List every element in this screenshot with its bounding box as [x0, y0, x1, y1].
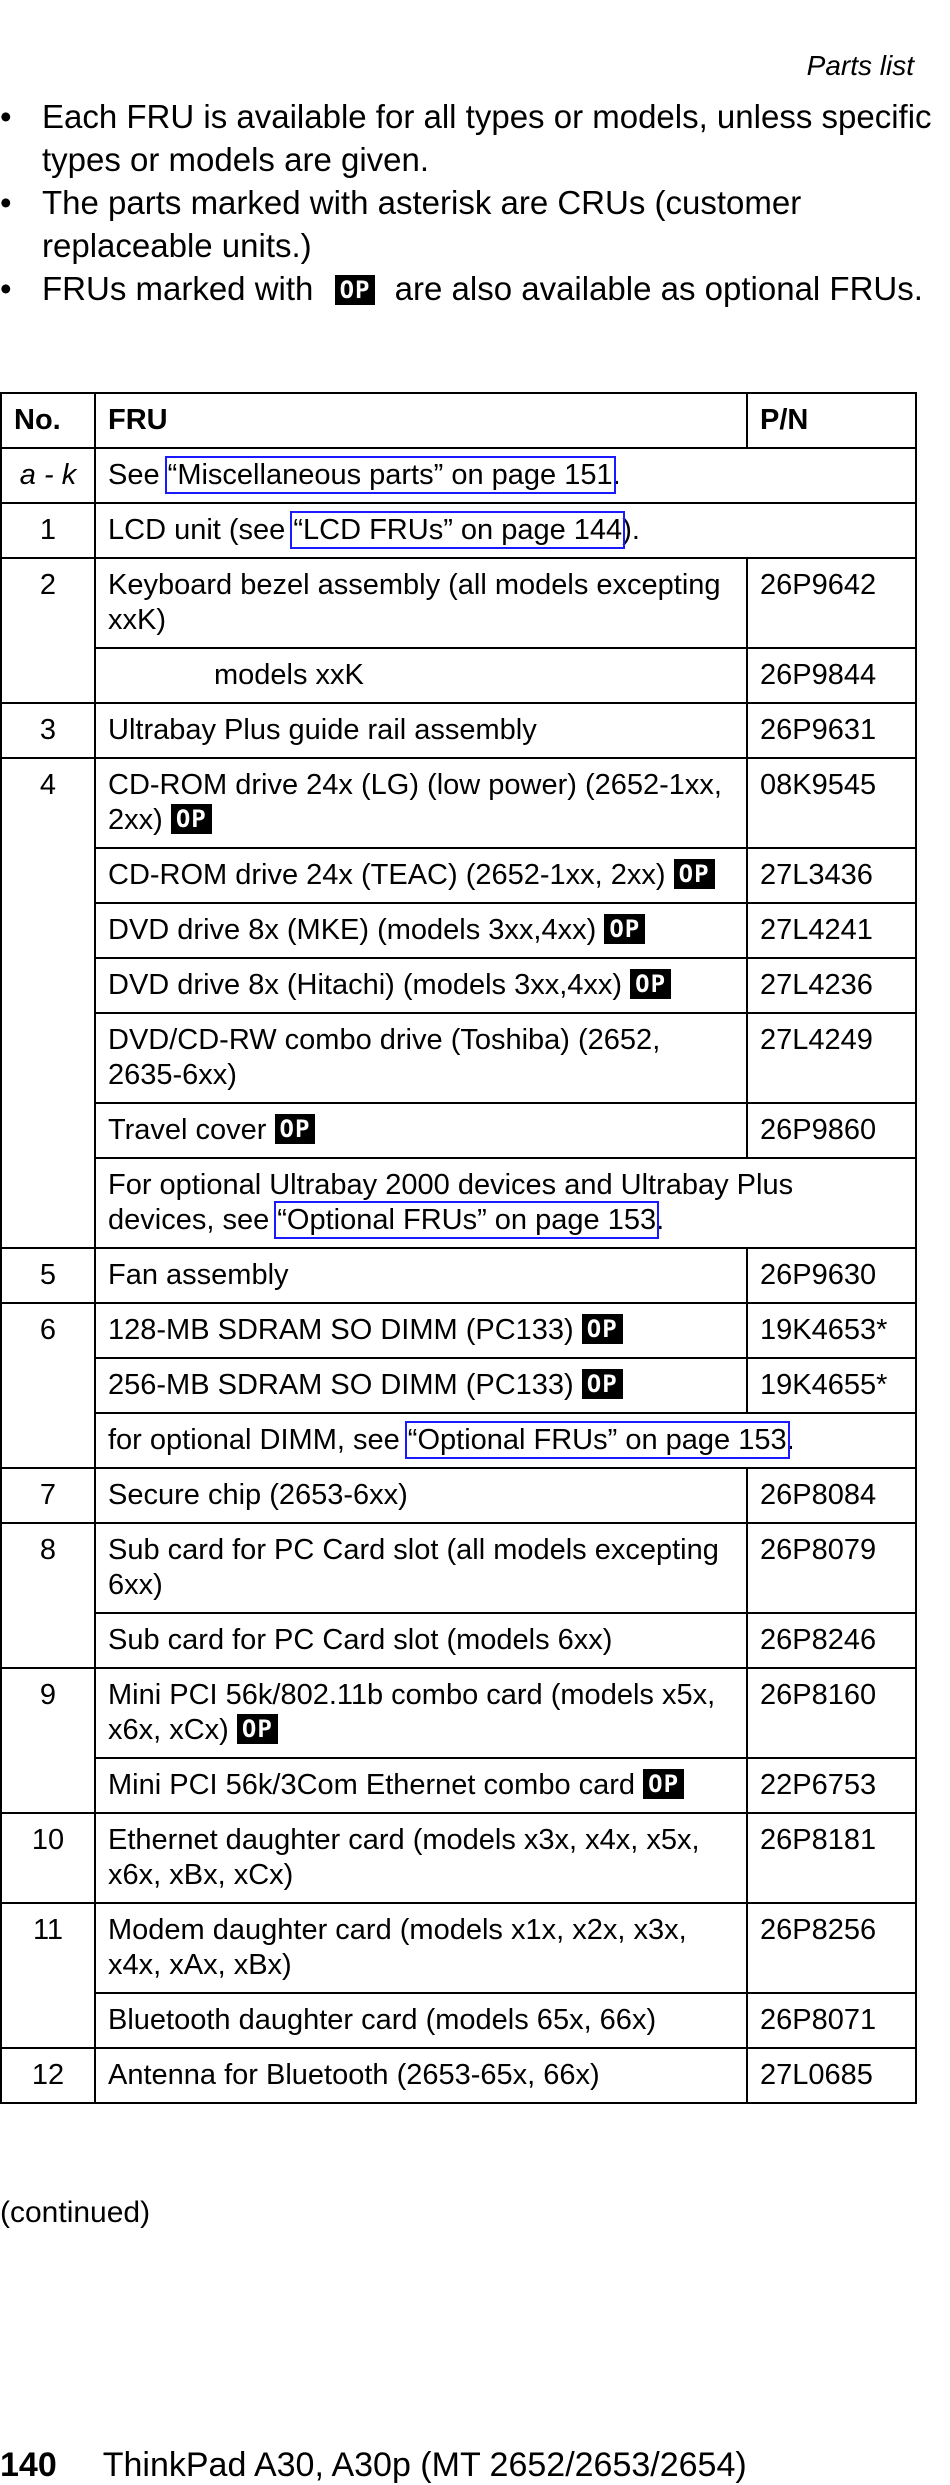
pn-cell: 26P9630	[747, 1248, 916, 1303]
lcd-frus-link[interactable]: “LCD FRUs” on page 144	[293, 514, 623, 546]
fru-cell	[95, 848, 747, 903]
pn-cell: 26P8181	[747, 1813, 916, 1903]
page-footer	[0, 2446, 747, 2485]
table-row	[1, 1103, 916, 1158]
page-header: Parts list	[806, 50, 914, 81]
op-badge: OP	[630, 969, 671, 999]
fru-table	[0, 392, 917, 2104]
op-badge: OP	[674, 859, 715, 889]
fru-text: .	[656, 1204, 665, 1236]
table-row	[1, 1993, 916, 2048]
fru-cell: Ethernet daughter card (models x3x, x4x, x5x, x6x, xBx, xCx)	[95, 1813, 747, 1903]
op-badge: OP	[582, 1314, 623, 1344]
fru-text: Mini PCI 56k/3Com Ethernet combo card	[108, 1769, 636, 1801]
pn-cell: 27L4241	[747, 903, 916, 958]
pn-cell: 27L0685	[747, 2048, 916, 2103]
pn-cell: 26P9631	[747, 703, 916, 758]
pn-cell: 26P8160	[747, 1668, 916, 1758]
table-row	[1, 1613, 916, 1668]
footer-title: ThinkPad A30, A30p (MT 2652/2653/2654)	[102, 2446, 747, 2484]
row-number: 2	[1, 558, 95, 703]
fru-cell: Fan assembly	[95, 1248, 747, 1303]
pn-cell: 26P8084	[747, 1468, 916, 1523]
table-row	[1, 848, 916, 903]
bullet-marker: •	[0, 270, 12, 307]
fru-text: LCD unit (see	[108, 514, 294, 546]
row-number: 8	[1, 1523, 95, 1668]
pn-cell: 19K4655*	[747, 1358, 916, 1413]
note-item	[0, 267, 940, 310]
fru-cell	[95, 448, 916, 503]
note-item	[0, 95, 940, 181]
table-row	[1, 1013, 916, 1103]
pn-cell: 26P8256	[747, 1903, 916, 1993]
pn-cell: 27L3436	[747, 848, 916, 903]
fru-cell	[95, 503, 916, 558]
row-number: 12	[1, 2048, 95, 2103]
row-number: 4	[1, 758, 95, 1248]
pn-cell: 26P8071	[747, 1993, 916, 2048]
table-row	[1, 903, 916, 958]
fru-cell	[95, 1158, 916, 1248]
fru-text: 256-MB SDRAM SO DIMM (PC133)	[108, 1369, 574, 1401]
row-number: a - k	[1, 448, 95, 503]
note-item	[0, 181, 940, 267]
op-badge: OP	[643, 1769, 684, 1799]
pn-cell: 27L4236	[747, 958, 916, 1013]
fru-text: For optional Ultrabay 2000 devices and Ultrabay Plus devices, see	[108, 1169, 794, 1236]
op-badge: OP	[582, 1369, 623, 1399]
fru-cell	[95, 758, 747, 848]
pn-cell: 27L4249	[747, 1013, 916, 1103]
fru-cell	[95, 1668, 747, 1758]
fru-text: .	[612, 459, 621, 491]
bullet-marker: •	[0, 98, 12, 135]
fru-cell: Secure chip (2653-6xx)	[95, 1468, 747, 1523]
row-number: 6	[1, 1303, 95, 1468]
fru-text: 128-MB SDRAM SO DIMM (PC133)	[108, 1314, 574, 1346]
fru-text: DVD drive 8x (MKE) (models 3xx,4xx)	[108, 914, 597, 946]
table-row	[1, 758, 916, 848]
table-row	[1, 1758, 916, 1813]
fru-cell: Keyboard bezel assembly (all models excepting xxK)	[95, 558, 747, 648]
fru-text: DVD drive 8x (Hitachi) (models 3xx,4xx)	[108, 969, 623, 1001]
table-row	[1, 1413, 916, 1468]
op-badge: OP	[237, 1714, 278, 1744]
fru-text: CD-ROM drive 24x (TEAC) (2652-1xx, 2xx)	[108, 859, 666, 891]
table-header-row	[1, 393, 916, 448]
fru-cell: Ultrabay Plus guide rail assembly	[95, 703, 747, 758]
pn-cell: 26P9860	[747, 1103, 916, 1158]
row-number: 3	[1, 703, 95, 758]
op-badge: OP	[275, 1114, 316, 1144]
fru-cell	[95, 1413, 916, 1468]
table-row	[1, 648, 916, 703]
pn-cell: 26P8246	[747, 1613, 916, 1668]
header-no: No.	[1, 393, 95, 448]
fru-cell	[95, 1758, 747, 1813]
fru-cell: DVD/CD-RW combo drive (Toshiba) (2652, 2635-6xx)	[95, 1013, 747, 1103]
op-badge: OP	[335, 275, 376, 305]
fru-cell: Sub card for PC Card slot (models 6xx)	[95, 1613, 747, 1668]
fru-cell	[95, 958, 747, 1013]
table-row	[1, 1813, 916, 1903]
fru-cell	[95, 1103, 747, 1158]
pn-cell: 26P8079	[747, 1523, 916, 1613]
table-row	[1, 1303, 916, 1358]
table-row	[1, 1468, 916, 1523]
fru-cell: Modem daughter card (models x1x, x2x, x3x, x4x, xAx, xBx)	[95, 1903, 747, 1993]
row-number: 11	[1, 1903, 95, 2048]
note-text: The parts marked with asterisk are CRUs (customer replaceable units.)	[42, 184, 802, 264]
fru-text: See	[108, 459, 168, 491]
page-number: 140	[0, 2446, 57, 2484]
fru-cell	[95, 1303, 747, 1358]
row-number: 10	[1, 1813, 95, 1903]
fru-cell: Sub card for PC Card slot (all models excepting 6xx)	[95, 1523, 747, 1613]
table-row	[1, 1158, 916, 1248]
fru-cell: models xxK	[95, 648, 747, 703]
optional-frus-link[interactable]: “Optional FRUs” on page 153	[277, 1204, 657, 1236]
header-fru: FRU	[95, 393, 747, 448]
note-text: are also available as optional FRUs.	[394, 270, 923, 307]
row-number: 5	[1, 1248, 95, 1303]
note-text: FRUs marked with	[42, 270, 314, 307]
table-row	[1, 703, 916, 758]
table-row	[1, 958, 916, 1013]
fru-text: Mini PCI 56k/802.11b combo card (models x5x, x6x, xCx)	[108, 1679, 716, 1746]
fru-cell	[95, 903, 747, 958]
row-number: 1	[1, 503, 95, 558]
pn-cell: 08K9545	[747, 758, 916, 848]
optional-frus-link[interactable]: “Optional FRUs” on page 153	[407, 1424, 787, 1456]
header-pn: P/N	[747, 393, 916, 448]
table-row	[1, 1903, 916, 1993]
notes-list	[0, 95, 940, 310]
fru-text: ).	[622, 514, 640, 546]
note-text: Each FRU is available for all types or models, unless specific types or models are given.	[42, 98, 932, 178]
continued-note: (continued)	[0, 2196, 151, 2229]
row-number: 9	[1, 1668, 95, 1813]
misc-parts-link[interactable]: “Miscellaneous parts” on page 151	[167, 459, 613, 491]
fru-cell	[95, 1358, 747, 1413]
op-badge: OP	[604, 914, 645, 944]
table-row	[1, 503, 916, 558]
op-badge: OP	[171, 804, 212, 834]
fru-cell: Antenna for Bluetooth (2653-65x, 66x)	[95, 2048, 747, 2103]
pn-cell: 19K4653*	[747, 1303, 916, 1358]
fru-cell: Bluetooth daughter card (models 65x, 66x)	[95, 1993, 747, 2048]
fru-text: for optional DIMM, see	[108, 1424, 408, 1456]
table-row	[1, 448, 916, 503]
fru-text: .	[786, 1424, 795, 1456]
table-row	[1, 1358, 916, 1413]
pn-cell: 22P6753	[747, 1758, 916, 1813]
table-row	[1, 1248, 916, 1303]
fru-text: Travel cover	[108, 1114, 267, 1146]
table-row	[1, 558, 916, 648]
table-row	[1, 1523, 916, 1613]
fru-text: CD-ROM drive 24x (LG) (low power) (2652-1xx, 2xx)	[108, 769, 722, 836]
pn-cell: 26P9642	[747, 558, 916, 648]
table-row	[1, 2048, 916, 2103]
bullet-marker: •	[0, 184, 12, 221]
pn-cell: 26P9844	[747, 648, 916, 703]
table-row	[1, 1668, 916, 1758]
row-number: 7	[1, 1468, 95, 1523]
